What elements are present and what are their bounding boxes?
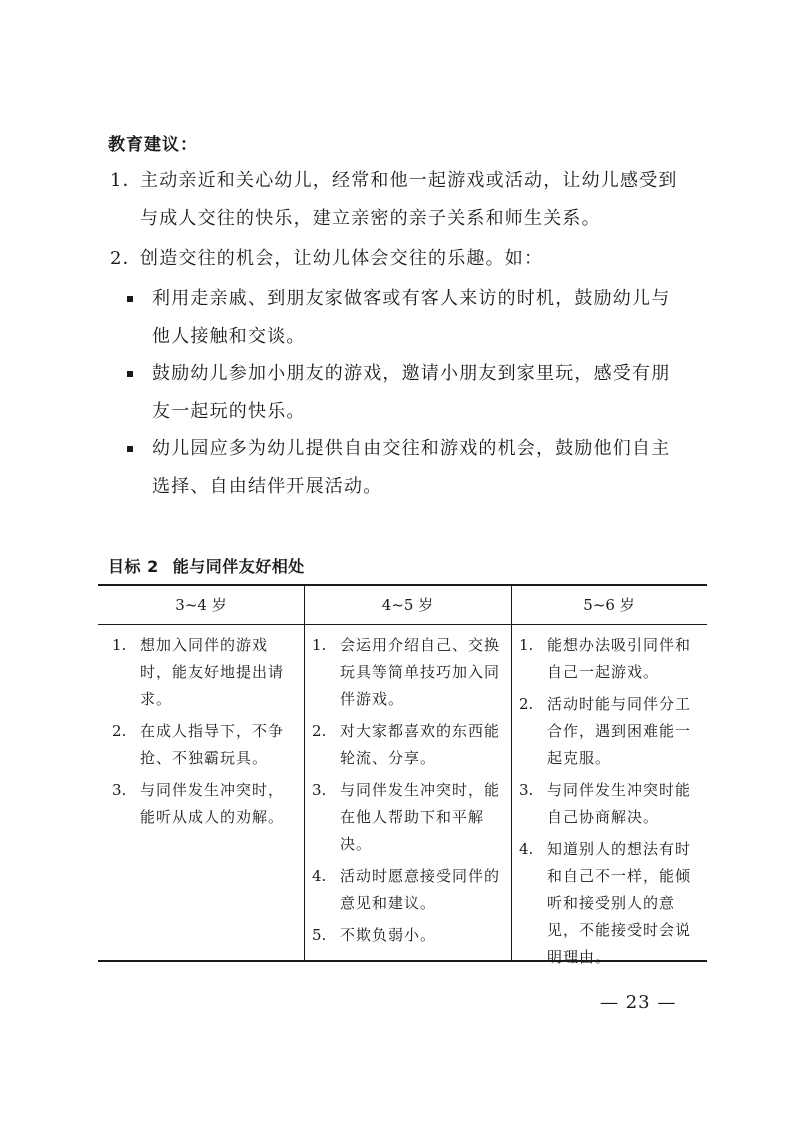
- goal-table: [98, 584, 707, 966]
- goal-title: [108, 554, 305, 577]
- list-item: 5. 不欺负弱小。: [312, 926, 437, 944]
- table-header-age-5-6: 5~6 岁: [583, 596, 635, 614]
- list-item: 4. 活动时愿意接受同伴的意见和建议。: [312, 867, 501, 912]
- table-cell-age-3-4: [112, 632, 294, 836]
- suggestion-1-number: 1．: [110, 170, 142, 191]
- list-item: 4. 知道别人的想法有时和自己不一样，能倾听和接受别人的意见，不能接受时会说明理由。: [519, 840, 692, 966]
- suggestion-1-line-1: 1．主动亲近和关心幼儿，经常和他一起游戏或活动，让幼儿感受到: [110, 162, 678, 200]
- bullet-1-line-2: 他人接触和交谈。: [152, 326, 306, 347]
- table-column-divider-1: [304, 586, 305, 960]
- page-number: — 23 —: [600, 992, 677, 1013]
- table-column-divider-2: [511, 586, 512, 960]
- table-header-rule: [98, 624, 707, 625]
- bullet-3-line-2: 选择、自由结伴开展活动。: [152, 476, 383, 497]
- table-cell-age-5-6: [519, 632, 699, 976]
- bullet-1-line-1: 利用走亲戚、到朋友家做客或有客人来访的时机，鼓励幼儿与: [152, 288, 671, 309]
- bullet-marker-2: [127, 371, 133, 377]
- list-item: 3. 与同伴发生冲突时，能在他人帮助下和平解决。: [312, 781, 501, 853]
- section-heading: 教育建议：: [108, 135, 198, 155]
- list-item: 3. 与同伴发生冲突时，能听从成人的劝解。: [112, 781, 285, 826]
- bullet-2-line-2: 友一起玩的快乐。: [152, 401, 306, 422]
- list-item: 1. 能想办法吸引同伴和自己一起游戏。: [519, 636, 692, 681]
- suggestion-2-number: 2．: [110, 248, 142, 269]
- goal-name: 能与同伴友好相处: [172, 557, 305, 576]
- bullet-marker-3: [127, 446, 133, 452]
- list-item: 2. 活动时能与同伴分工合作，遇到困难能一起克服。: [519, 695, 692, 767]
- list-item: 1. 会运用介绍自己、交换玩具等简单技巧加入同伴游戏。: [312, 636, 501, 708]
- goal-label: 目标 2: [108, 557, 159, 576]
- table-header-age-3-4: 3~4 岁: [175, 596, 227, 614]
- table-header-age-4-5: 4~5 岁: [381, 596, 434, 614]
- suggestion-2-line-1: 2．创造交往的机会，让幼儿体会交往的乐趣。如：: [110, 240, 543, 278]
- list-item: 2. 在成人指导下，不争抢、不独霸玩具。: [112, 722, 285, 767]
- suggestion-1-line-2: 与成人交往的快乐，建立亲密的亲子关系和师生关系。: [140, 208, 601, 229]
- bullet-marker-1: [127, 296, 133, 302]
- list-item: 1. 想加入同伴的游戏时，能友好地提出请求。: [112, 636, 285, 708]
- bullet-2-line-1: 鼓励幼儿参加小朋友的游戏，邀请小朋友到家里玩，感受有朋: [152, 363, 671, 384]
- bullet-3-line-1: 幼儿园应多为幼儿提供自由交往和游戏的机会，鼓励他们自主: [152, 438, 671, 459]
- list-item: 3. 与同伴发生冲突时能自己协商解决。: [519, 781, 692, 826]
- list-item: 2. 对大家都喜欢的东西能轮流、分享。: [312, 722, 501, 767]
- table-cell-age-4-5: [312, 632, 502, 954]
